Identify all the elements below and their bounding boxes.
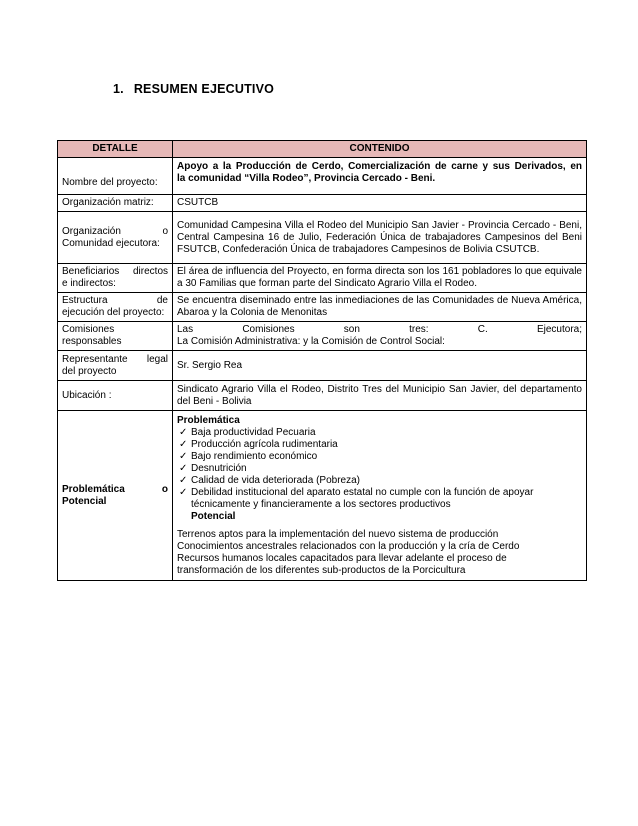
problem-list	[177, 427, 582, 499]
table-header-row	[58, 141, 587, 158]
potential-line: transformación de los diferentes sub-productos de la Porcicultura	[177, 565, 466, 576]
row-estructura	[58, 293, 587, 322]
comisiones-line2: La Comisión Administrativa: y la Comisión de Control Social:	[177, 336, 445, 347]
value-org-matriz: CSUTCB	[173, 195, 587, 212]
header-detail: DETALLE	[58, 141, 173, 158]
row-org-matriz	[58, 195, 587, 212]
list-item: ✓ Producción agrícola rudimentaria	[177, 439, 582, 451]
comisiones-line1: Las Comisiones son tres: C. Ejecutora;	[177, 324, 582, 335]
value-nombre	[173, 158, 587, 195]
label-org-ejecutora: Organización o Comunidad ejecutora:	[58, 212, 173, 264]
label-problematica: Problemática o Potencial	[58, 411, 173, 581]
potential-line: Conocimientos ancestrales relacionados con la producción y la cría de Cerdo	[177, 541, 520, 552]
potential-title: Potencial	[191, 511, 236, 522]
section-number: 1.	[113, 82, 124, 96]
problem-title: Problemática	[177, 415, 240, 426]
row-nombre	[58, 158, 587, 195]
row-comisiones	[58, 322, 587, 351]
value-problematica	[173, 411, 587, 581]
problem-continuation: técnicamente y financieramente a los sectores productivos	[191, 499, 451, 510]
potential-line: Recursos humanos locales capacitados para llevar adelante el proceso de	[177, 553, 507, 564]
value-estructura: Se encuentra diseminado entre las inmediaciones de las Comunidades de Nueva América, Abaroa y la Colonia de Menonitas	[173, 293, 587, 322]
row-ubicacion	[58, 381, 587, 411]
potential-line: Terrenos aptos para la implementación del nuevo sistema de producción	[177, 529, 499, 540]
label-nombre: Nombre del proyecto:	[58, 158, 173, 195]
list-item: ✓ Desnutrición	[177, 463, 582, 475]
label-representante: Representante legal del proyecto	[58, 351, 173, 381]
nombre-line1: Apoyo a la Producción de Cerdo, Comercialización de carne y sus Derivados, en	[177, 161, 582, 172]
label-org-matriz: Organización matriz:	[58, 195, 173, 212]
list-item: ✓ Calidad de vida deteriorada (Pobreza)	[177, 475, 582, 487]
label-estructura: Estructura de ejecución del proyecto:	[58, 293, 173, 322]
label-beneficiarios: Beneficiarios directos e indirectos:	[58, 264, 173, 293]
value-beneficiarios: El área de influencia del Proyecto, en forma directa son los 161 pobladores lo que equivale a 30 Familias que forman parte del Sindicato Agrario Villa el Rodeo.	[173, 264, 587, 293]
label-ubicacion: Ubicación :	[58, 381, 173, 411]
section-heading	[113, 82, 274, 96]
value-comisiones	[173, 322, 587, 351]
list-item: ✓ Baja productividad Pecuaria	[177, 427, 582, 439]
value-org-ejecutora: Comunidad Campesina Villa el Rodeo del Municipio San Javier - Provincia Cercado - Beni, Central Campesina 16 de Julio, Federación Única de trabajadores Campesinos del Beni FSUTCB, Confederación Única de trabajadores Campesinos de Bolivia CSUTCB.	[173, 212, 587, 264]
row-representante	[58, 351, 587, 381]
row-problematica	[58, 411, 587, 581]
section-title: RESUMEN EJECUTIVO	[133, 82, 275, 96]
list-item: ✓ Bajo rendimiento económico	[177, 451, 582, 463]
value-representante: Sr. Sergio Rea	[173, 351, 587, 381]
label-comisiones: Comisiones responsables	[58, 322, 173, 351]
nombre-line2: la comunidad “Villa Rodeo”, Provincia Cercado - Beni.	[177, 173, 436, 184]
list-item: ✓ Debilidad institucional del aparato estatal no cumple con la función de apoyar	[177, 487, 582, 499]
summary-table	[57, 140, 587, 581]
header-content: CONTENIDO	[173, 141, 587, 158]
value-ubicacion: Sindicato Agrario Villa el Rodeo, Distrito Tres del Municipio San Javier, del departamento del Beni - Bolivia	[173, 381, 587, 411]
row-org-ejecutora	[58, 212, 587, 264]
row-beneficiarios	[58, 264, 587, 293]
